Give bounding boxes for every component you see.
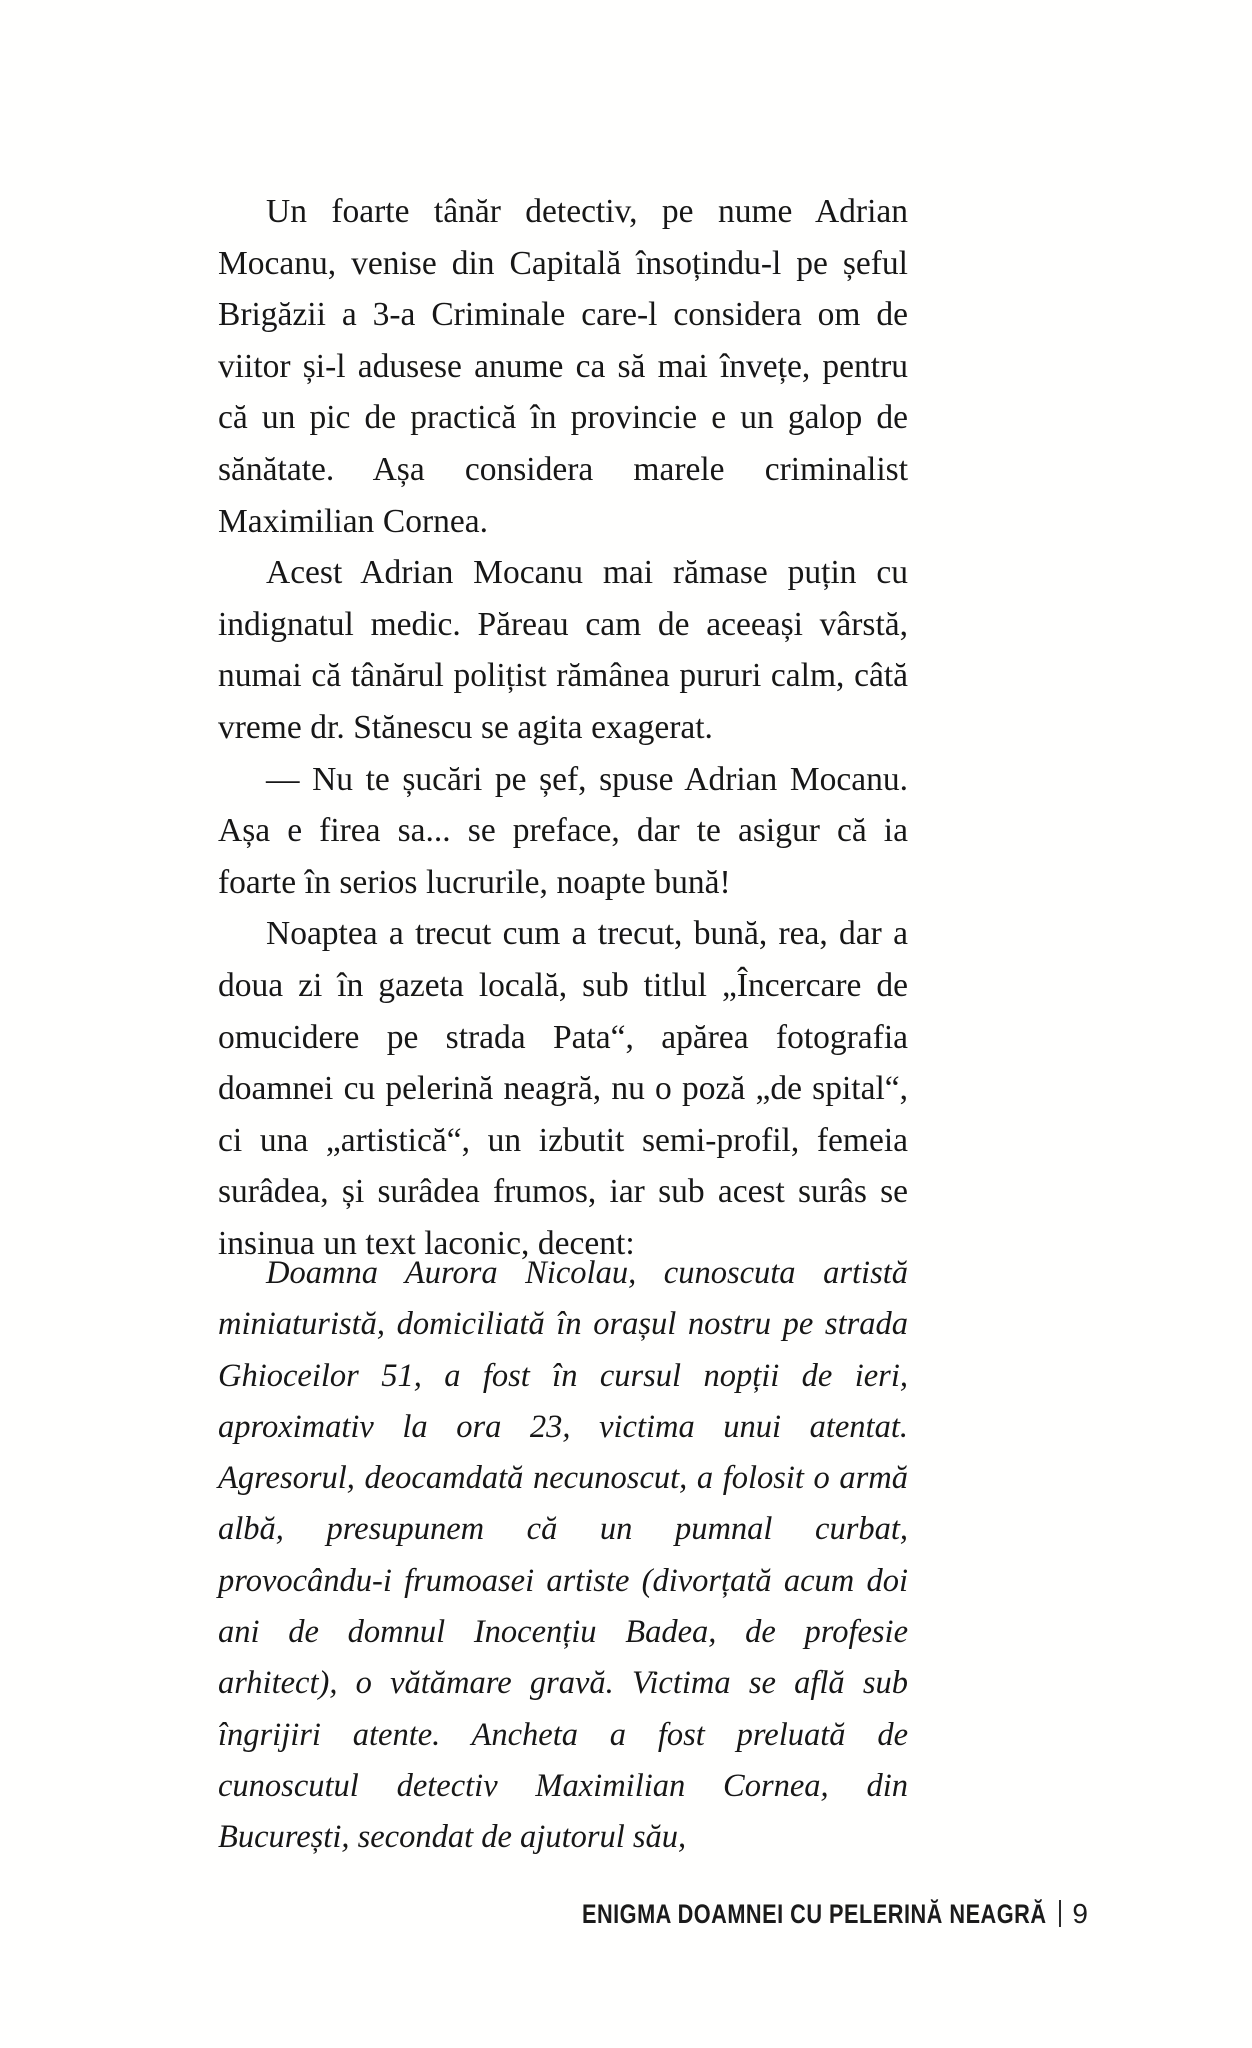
page-number: 9: [1072, 1898, 1088, 1929]
paragraph-1: Un foarte tânăr detectiv, pe nume Adrian Mocanu, venise din Capitală însoțindu-l pe șeful Brigăzii a 3-a Criminale care-l considera om de viitor și-l adusese anume ca să mai învețe, pentru că un pic de practică în provincie e un galop de sănătate. Așa considera marele criminalist Maximilian Cornea.: [218, 193, 908, 540]
paragraph-3: — Nu te șucări pe șef, spuse Adrian Mocanu. Așa e firea sa... se preface, dar te asigur că ia foarte în serios lucrurile, noapte bună!: [218, 760, 908, 901]
newspaper-excerpt-block: [218, 1248, 908, 1864]
footer-separator-rule: [1059, 1900, 1061, 1927]
body-text-column: [218, 186, 908, 1269]
running-title: ENIGMA DOAMNEI CU PELERINĂ NEAGRĂ: [581, 1898, 1047, 1929]
paragraph-2: Acest Adrian Mocanu mai rămase puțin cu indignatul medic. Păreau cam de aceeași vârstă, numai că tânărul polițist rămânea pururi calm, câtă vreme dr. Stănescu se agita exagerat.: [218, 554, 908, 746]
page-footer: [0, 1898, 1252, 1930]
paragraph-4: Noaptea a trecut cum a trecut, bună, rea, dar a doua zi în gazeta locală, sub titlul „Încercare de omucidere pe strada Pata“, apărea fotografia doamnei cu pelerină neagră, nu o poză „de spital“, ci una „artistică“, un izbutit semi-profil, femeia surâdea, și surâdea frumos, iar sub acest surâs se insinua un text laconic, decent:: [218, 915, 908, 1262]
quote-paragraph-1: Doamna Aurora Nicolau, cunoscuta artistă miniaturistă, domiciliată în orașul nostru pe strada Ghioceilor 51, a fost în cursul nopții de ieri, aproximativ la ora 23, victima unui atentat. Agresorul, deocamdată necunoscut, a folosit o armă albă, presupunem că un pumnal curbat, provocându-i frumoasei artiste (divorțată acum doi ani de domnul Inocențiu Badea, de profesie arhitect), o vătămare gravă. Victima se află sub îngrijiri atente. Ancheta a fost preluată de cunoscutul detectiv Maximilian Cornea, din București, secondat de ajutorul său,: [218, 1255, 908, 1856]
